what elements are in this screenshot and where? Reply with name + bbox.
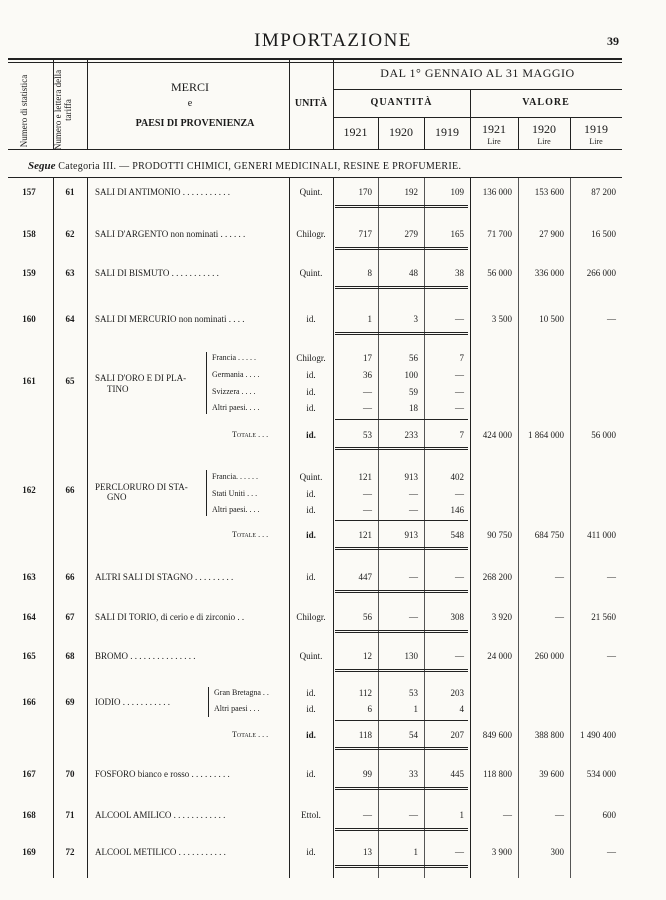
unit: Quint.	[299, 651, 323, 661]
tariff-number: 69	[65, 697, 75, 707]
unita-header: UNITÀ	[294, 98, 328, 109]
value-cell: 402	[450, 472, 464, 482]
tariff-number: 62	[65, 229, 75, 239]
tariff-number: 61	[65, 187, 75, 197]
unit: Quint.	[299, 268, 323, 278]
value-cell: —	[607, 572, 616, 582]
row-rule	[335, 590, 468, 591]
value-cell: —	[363, 505, 372, 515]
period-rule	[333, 89, 622, 90]
row-rule	[335, 830, 468, 831]
row-rule	[335, 419, 468, 420]
goods-description: FOSFORO bianco e rosso . . . . . . . . .	[95, 769, 230, 779]
total-label: Totale . . .	[232, 530, 269, 539]
country-name: Altri paesi . . .	[214, 704, 260, 713]
unit: id.	[306, 505, 316, 515]
value-cell: 12	[363, 651, 372, 661]
total-cell: 411 000	[587, 530, 616, 540]
row-rule	[335, 520, 468, 521]
goods-description: SALI DI TORIO, di cerio e di zirconio . .	[95, 612, 245, 622]
row-rule	[335, 865, 468, 866]
year-header: 1919	[584, 122, 608, 136]
value-cell: 165	[450, 229, 464, 239]
country-name: Germania . . . .	[212, 370, 260, 379]
value-cell: —	[409, 572, 418, 582]
value-cell: 59	[409, 387, 418, 397]
country-name: Svizzera . . . .	[212, 387, 256, 396]
goods-description: ALTRI SALI DI STAGNO . . . . . . . . .	[95, 572, 234, 582]
total-cell: 1 490 400	[580, 730, 616, 740]
row-rule	[335, 720, 468, 721]
header-bottom-rule	[8, 149, 622, 150]
header-top-rule-2	[8, 62, 622, 63]
row-rule	[335, 828, 468, 829]
value-cell: —	[409, 489, 418, 499]
category-line	[28, 160, 461, 172]
body-divider	[87, 178, 88, 878]
stat-number: 168	[22, 810, 36, 820]
hdr-divider	[87, 60, 88, 150]
value-cell: 600	[602, 810, 616, 820]
value-cell: —	[607, 314, 616, 324]
tariff-number: 66	[65, 485, 75, 495]
unit: Quint.	[299, 187, 323, 197]
lire-label: Lire	[589, 137, 603, 146]
value-cell: 192	[404, 187, 418, 197]
total-cell: 849 600	[482, 730, 512, 740]
total-cell: 424 000	[482, 430, 512, 440]
year-header: 1919	[435, 125, 459, 139]
goods-description: SALI DI ANTIMONIO . . . . . . . . . . .	[95, 187, 230, 197]
tariff-number: 63	[65, 268, 75, 278]
value-cell: —	[555, 572, 564, 582]
unit: Quint.	[299, 472, 323, 482]
value-cell: 71 700	[487, 229, 512, 239]
value-cell: 3 920	[491, 612, 512, 622]
stat-number: 161	[22, 376, 36, 386]
value-cell: 13	[363, 847, 372, 857]
period-header: DAL 1° GENNAIO AL 31 MAGGIO	[380, 66, 575, 80]
value-cell: —	[363, 403, 372, 413]
total-cell: 90 750	[487, 530, 512, 540]
stat-number: 162	[22, 485, 36, 495]
total-cell: 56 000	[591, 430, 616, 440]
goods-description: IODIO . . . . . . . . . . .	[95, 697, 170, 707]
value-cell: —	[607, 847, 616, 857]
value-cell: —	[409, 612, 418, 622]
year-header: 1921	[343, 125, 368, 139]
value-cell: 279	[404, 229, 418, 239]
value-cell: 1	[367, 314, 372, 324]
stat-number: 158	[22, 229, 36, 239]
stat-number: 165	[22, 651, 36, 661]
value-cell: 260 000	[534, 651, 564, 661]
value-cell: —	[363, 810, 372, 820]
value-cell: 27 900	[539, 229, 564, 239]
stat-number: 157	[22, 187, 36, 197]
total-cell: 207	[450, 730, 464, 740]
total-cell: 7	[459, 430, 464, 440]
value-cell: 717	[358, 229, 372, 239]
value-cell: 56	[409, 353, 418, 363]
value-cell: 7	[459, 353, 464, 363]
row-rule	[335, 334, 468, 335]
value-cell: 203	[450, 688, 464, 698]
unit: id.	[306, 403, 316, 413]
value-cell: 1	[413, 847, 418, 857]
row-rule	[335, 205, 468, 206]
total-cell: 121	[358, 530, 372, 540]
row-rule	[335, 249, 468, 250]
row-rule	[335, 749, 468, 750]
unit: id.	[306, 704, 316, 714]
country-name: Gran Bretagna . .	[214, 688, 269, 697]
total-cell: 388 800	[534, 730, 564, 740]
tariff-number: 65	[65, 376, 75, 386]
row-rule	[335, 787, 468, 788]
value-cell: 53	[409, 688, 418, 698]
unit: Chilogr.	[296, 229, 326, 239]
value-cell: —	[455, 572, 464, 582]
total-cell: 548	[450, 530, 464, 540]
value-cell: 39 600	[539, 769, 564, 779]
goods-description: GNO	[107, 492, 127, 502]
unit: id.	[306, 730, 316, 740]
category-segue: Segue	[28, 160, 56, 172]
stat-number: 166	[22, 697, 36, 707]
body-divider	[53, 178, 54, 878]
value-cell: 4	[459, 704, 464, 714]
stat-number: 159	[22, 268, 36, 278]
value-cell: 913	[404, 472, 418, 482]
unit: id.	[306, 489, 316, 499]
value-cell: 3	[413, 314, 418, 324]
value-cell: 109	[450, 187, 464, 197]
unit: id.	[306, 769, 316, 779]
total-cell: 913	[404, 530, 418, 540]
qv-rule	[333, 117, 622, 118]
value-cell: 153 600	[534, 187, 564, 197]
total-cell: 684 750	[534, 530, 564, 540]
value-cell: 48	[409, 268, 418, 278]
row-rule	[335, 549, 468, 550]
value-cell: 24 000	[487, 651, 512, 661]
goods-description: SALI DI BISMUTO . . . . . . . . . . .	[95, 268, 219, 278]
value-cell: 8	[367, 268, 372, 278]
page-title: IMPORTAZIONE	[254, 30, 412, 51]
merci-header: MERCI	[170, 80, 209, 94]
body-divider	[289, 178, 290, 878]
total-cell: 118	[358, 730, 372, 740]
unit: id.	[306, 387, 316, 397]
total-cell: 53	[363, 430, 372, 440]
country-name: Francia. . . . . .	[212, 472, 258, 481]
value-cell: 17	[363, 353, 372, 363]
value-cell: 100	[404, 370, 418, 380]
unit: Chilogr.	[296, 612, 326, 622]
value-cell: 121	[358, 472, 372, 482]
country-name: Francia . . . . .	[212, 353, 256, 362]
header-top-rule	[8, 58, 622, 60]
value-cell: —	[455, 403, 464, 413]
country-name: Altri paesi. . . .	[212, 403, 260, 412]
row-rule	[335, 447, 468, 448]
total-cell: 1 864 000	[528, 430, 564, 440]
row-rule	[335, 592, 468, 593]
page-number: 39	[607, 34, 619, 48]
col-stat-header: Numero di statistica	[19, 74, 29, 148]
goods-description: SALI DI MERCURIO non nominati . . . .	[95, 314, 245, 324]
year-header: 1921	[482, 122, 506, 136]
value-cell: 1	[459, 810, 464, 820]
value-cell: —	[607, 651, 616, 661]
stat-number: 169	[22, 847, 36, 857]
unit: id.	[306, 572, 316, 582]
row-rule	[335, 547, 468, 548]
total-label: Totale . . .	[232, 430, 269, 439]
value-cell: 38	[455, 268, 464, 278]
value-cell: 130	[404, 651, 418, 661]
row-rule	[335, 867, 468, 868]
value-cell: 87 200	[591, 187, 616, 197]
value-cell: —	[555, 810, 564, 820]
valore-header: VALORE	[522, 97, 570, 108]
row-rule	[335, 286, 468, 287]
lire-label: Lire	[487, 137, 501, 146]
category-label: Categoria III. — PRODOTTI CHIMICI, GENERI MEDICINALI, RESINE E PROFUMERIE.	[58, 161, 462, 172]
value-cell: 56	[363, 612, 372, 622]
year-header: 1920	[389, 125, 413, 139]
goods-description: SALI D'ORO E DI PLA-	[95, 373, 187, 383]
row-rule	[335, 671, 468, 672]
value-cell: 3 900	[491, 847, 512, 857]
value-cell: 534 000	[586, 769, 616, 779]
row-rule	[335, 789, 468, 790]
row-rule	[335, 747, 468, 748]
value-cell: 36	[363, 370, 372, 380]
lire-label: Lire	[537, 137, 551, 146]
quantita-header: QUANTITÀ	[370, 97, 433, 108]
tariff-number: 72	[65, 847, 75, 857]
row-rule	[335, 669, 468, 670]
value-cell: —	[455, 847, 464, 857]
row-rule	[335, 247, 468, 248]
tariff-number: 68	[65, 651, 75, 661]
stat-number: 160	[22, 314, 36, 324]
value-cell: —	[409, 505, 418, 515]
value-cell: 266 000	[586, 268, 616, 278]
value-cell: —	[363, 387, 372, 397]
row-rule	[335, 449, 468, 450]
value-cell: 56 000	[487, 268, 512, 278]
value-cell: 33	[409, 769, 418, 779]
value-cell: 6	[367, 704, 372, 714]
brace	[208, 687, 209, 717]
stat-number: 167	[22, 769, 36, 779]
goods-description: TINO	[107, 384, 129, 394]
value-cell: —	[363, 489, 372, 499]
value-cell: 1	[413, 704, 418, 714]
unit: id.	[306, 530, 316, 540]
brace	[206, 470, 207, 516]
unit: id.	[306, 688, 316, 698]
goods-description: SALI D'ARGENTO non nominati . . . . . .	[95, 229, 246, 239]
tariff-number: 66	[65, 572, 75, 582]
value-cell: 21 560	[591, 612, 616, 622]
tariff-number: 71	[65, 810, 75, 820]
total-label: Totale . . .	[232, 730, 269, 739]
stat-number: 163	[22, 572, 36, 582]
row-rule	[335, 288, 468, 289]
value-cell: 445	[450, 769, 464, 779]
value-cell: 308	[450, 612, 464, 622]
tariff-number: 64	[65, 314, 75, 324]
value-cell: —	[555, 612, 564, 622]
paesi-header: PAESI DI PROVENIENZA	[135, 118, 255, 129]
value-cell: —	[455, 489, 464, 499]
value-cell: —	[455, 370, 464, 380]
value-cell: 136 000	[482, 187, 512, 197]
value-cell: 112	[358, 688, 372, 698]
total-cell: 233	[404, 430, 418, 440]
value-cell: 268 200	[482, 572, 512, 582]
value-cell: 170	[358, 187, 372, 197]
value-cell: 16 500	[591, 229, 616, 239]
unit: id.	[306, 314, 316, 324]
country-name: Altri paesi. . . .	[212, 505, 260, 514]
goods-description: ALCOOL METILICO . . . . . . . . . . .	[95, 847, 226, 857]
value-cell: —	[455, 314, 464, 324]
value-cell: 336 000	[534, 268, 564, 278]
goods-description: ALCOOL AMILICO . . . . . . . . . . . .	[95, 810, 226, 820]
stat-number: 164	[22, 612, 36, 622]
row-rule	[335, 630, 468, 631]
value-cell: 118 800	[483, 769, 512, 779]
e-header: e	[187, 98, 193, 109]
value-cell: 18	[409, 403, 418, 413]
row-rule	[335, 332, 468, 333]
value-cell: —	[455, 651, 464, 661]
col-tariff-header: Numero e lettera della tariffa	[53, 69, 73, 151]
goods-description: PERCLORURO DI STA-	[95, 482, 188, 492]
goods-description: BROMO . . . . . . . . . . . . . . .	[95, 651, 196, 661]
total-cell: 54	[409, 730, 418, 740]
value-cell: 447	[358, 572, 372, 582]
year-header: 1920	[532, 122, 556, 136]
value-cell: —	[503, 810, 512, 820]
row-rule	[335, 207, 468, 208]
brace	[206, 352, 207, 414]
unit: id.	[306, 430, 316, 440]
value-cell: 146	[450, 505, 464, 515]
unit: id.	[306, 847, 316, 857]
unit: Ettol.	[301, 810, 321, 820]
row-rule	[335, 632, 468, 633]
unit: id.	[306, 370, 316, 380]
tariff-number: 67	[65, 612, 75, 622]
tariff-number: 70	[65, 769, 75, 779]
value-cell: 3 500	[491, 314, 512, 324]
value-cell: —	[409, 810, 418, 820]
country-name: Stati Uniti . . .	[212, 489, 258, 498]
unit: Chilogr.	[296, 353, 326, 363]
value-cell: —	[455, 387, 464, 397]
value-cell: 300	[550, 847, 564, 857]
category-rule	[8, 177, 622, 178]
value-cell: 10 500	[539, 314, 564, 324]
value-cell: 99	[363, 769, 372, 779]
